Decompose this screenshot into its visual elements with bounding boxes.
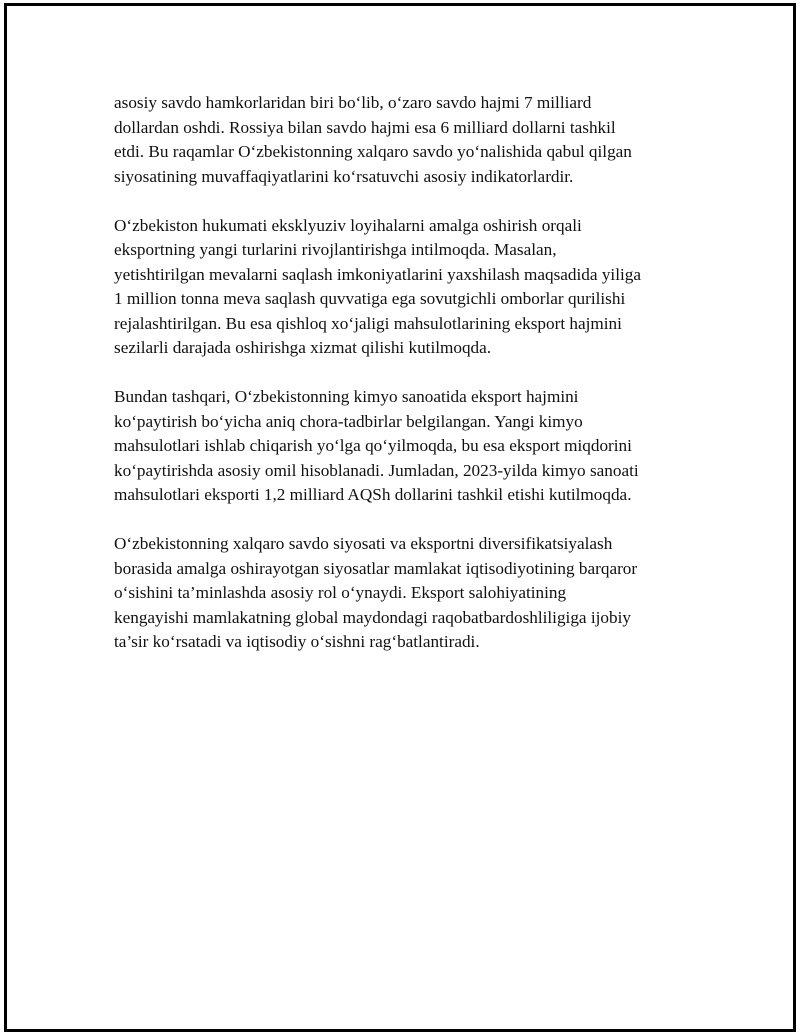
paragraph-4 bbox=[114, 532, 704, 655]
paragraph-1 bbox=[114, 91, 704, 189]
paragraph-2 bbox=[114, 214, 704, 361]
text-line: kengayishi mamlakatning global maydondagi raqobatbardoshliligiga ijobiy bbox=[114, 607, 631, 627]
text-line: ta’sir ko‘rsatadi va iqtisodiy o‘sishni rag‘batlantiradi. bbox=[114, 632, 480, 651]
text-line: yetishtirilgan mevalarni saqlash imkoniyatlarini yaxshilash maqsadida yiliga bbox=[114, 264, 641, 284]
text-line: etdi. Bu raqamlar O‘zbekistonning xalqaro savdo yo‘nalishida qabul qilgan bbox=[114, 142, 632, 161]
text-line: siyosatining muvaffaqiyatlarini ko‘rsatuvchi asosiy indikatorlardir. bbox=[114, 166, 574, 186]
text-line: rejalashtirilgan. Bu esa qishloq xo‘jaligi mahsulotlarining eksport hajmini bbox=[114, 313, 622, 333]
text-line: O‘zbekiston hukumati eksklyuziv loyihalarni amalga oshirish orqali bbox=[114, 215, 582, 235]
text-line: mahsulotlari ishlab chiqarish yo‘lga qo‘yilmoqda, bu esa eksport miqdorini bbox=[114, 436, 632, 455]
text-line: o‘sishini ta’minlashda asosiy rol o‘ynaydi. Eksport salohiyatining bbox=[114, 583, 567, 602]
document-body bbox=[114, 91, 704, 679]
text-line: eksportning yangi turlarini rivojlantirishga intilmoqda. Masalan, bbox=[114, 240, 557, 259]
text-line: Bundan tashqari, O‘zbekistonning kimyo sanoatida eksport hajmini bbox=[114, 387, 579, 406]
text-line: mahsulotlari eksporti 1,2 milliard AQSh dollarini tashkil etishi kutilmoqda. bbox=[114, 485, 632, 504]
text-line: ko‘paytirishda asosiy omil hisoblanadi. Jumladan, 2023-yilda kimyo sanoati bbox=[114, 460, 639, 480]
text-line: borasida amalga oshirayotgan siyosatlar mamlakat iqtisodiyotining barqaror bbox=[114, 558, 638, 578]
paragraph-3 bbox=[114, 385, 704, 508]
text-line: O‘zbekistonning xalqaro savdo siyosati va eksportni diversifikatsiyalash bbox=[114, 534, 613, 553]
text-line: 1 million tonna meva saqlash quvvatiga ega sovutgichli omborlar qurilishi bbox=[114, 289, 626, 308]
text-line: asosiy savdo hamkorlaridan biri bo‘lib, o‘zaro savdo hajmi 7 milliard bbox=[114, 93, 592, 112]
text-line: sezilarli darajada oshirishga xizmat qilishi kutilmoqda. bbox=[114, 338, 492, 357]
text-line: ko‘paytirish bo‘yicha aniq chora-tadbirlar belgilangan. Yangi kimyo bbox=[114, 411, 583, 431]
text-line: dollardan oshdi. Rossiya bilan savdo hajmi esa 6 milliard dollarni tashkil bbox=[114, 117, 616, 137]
